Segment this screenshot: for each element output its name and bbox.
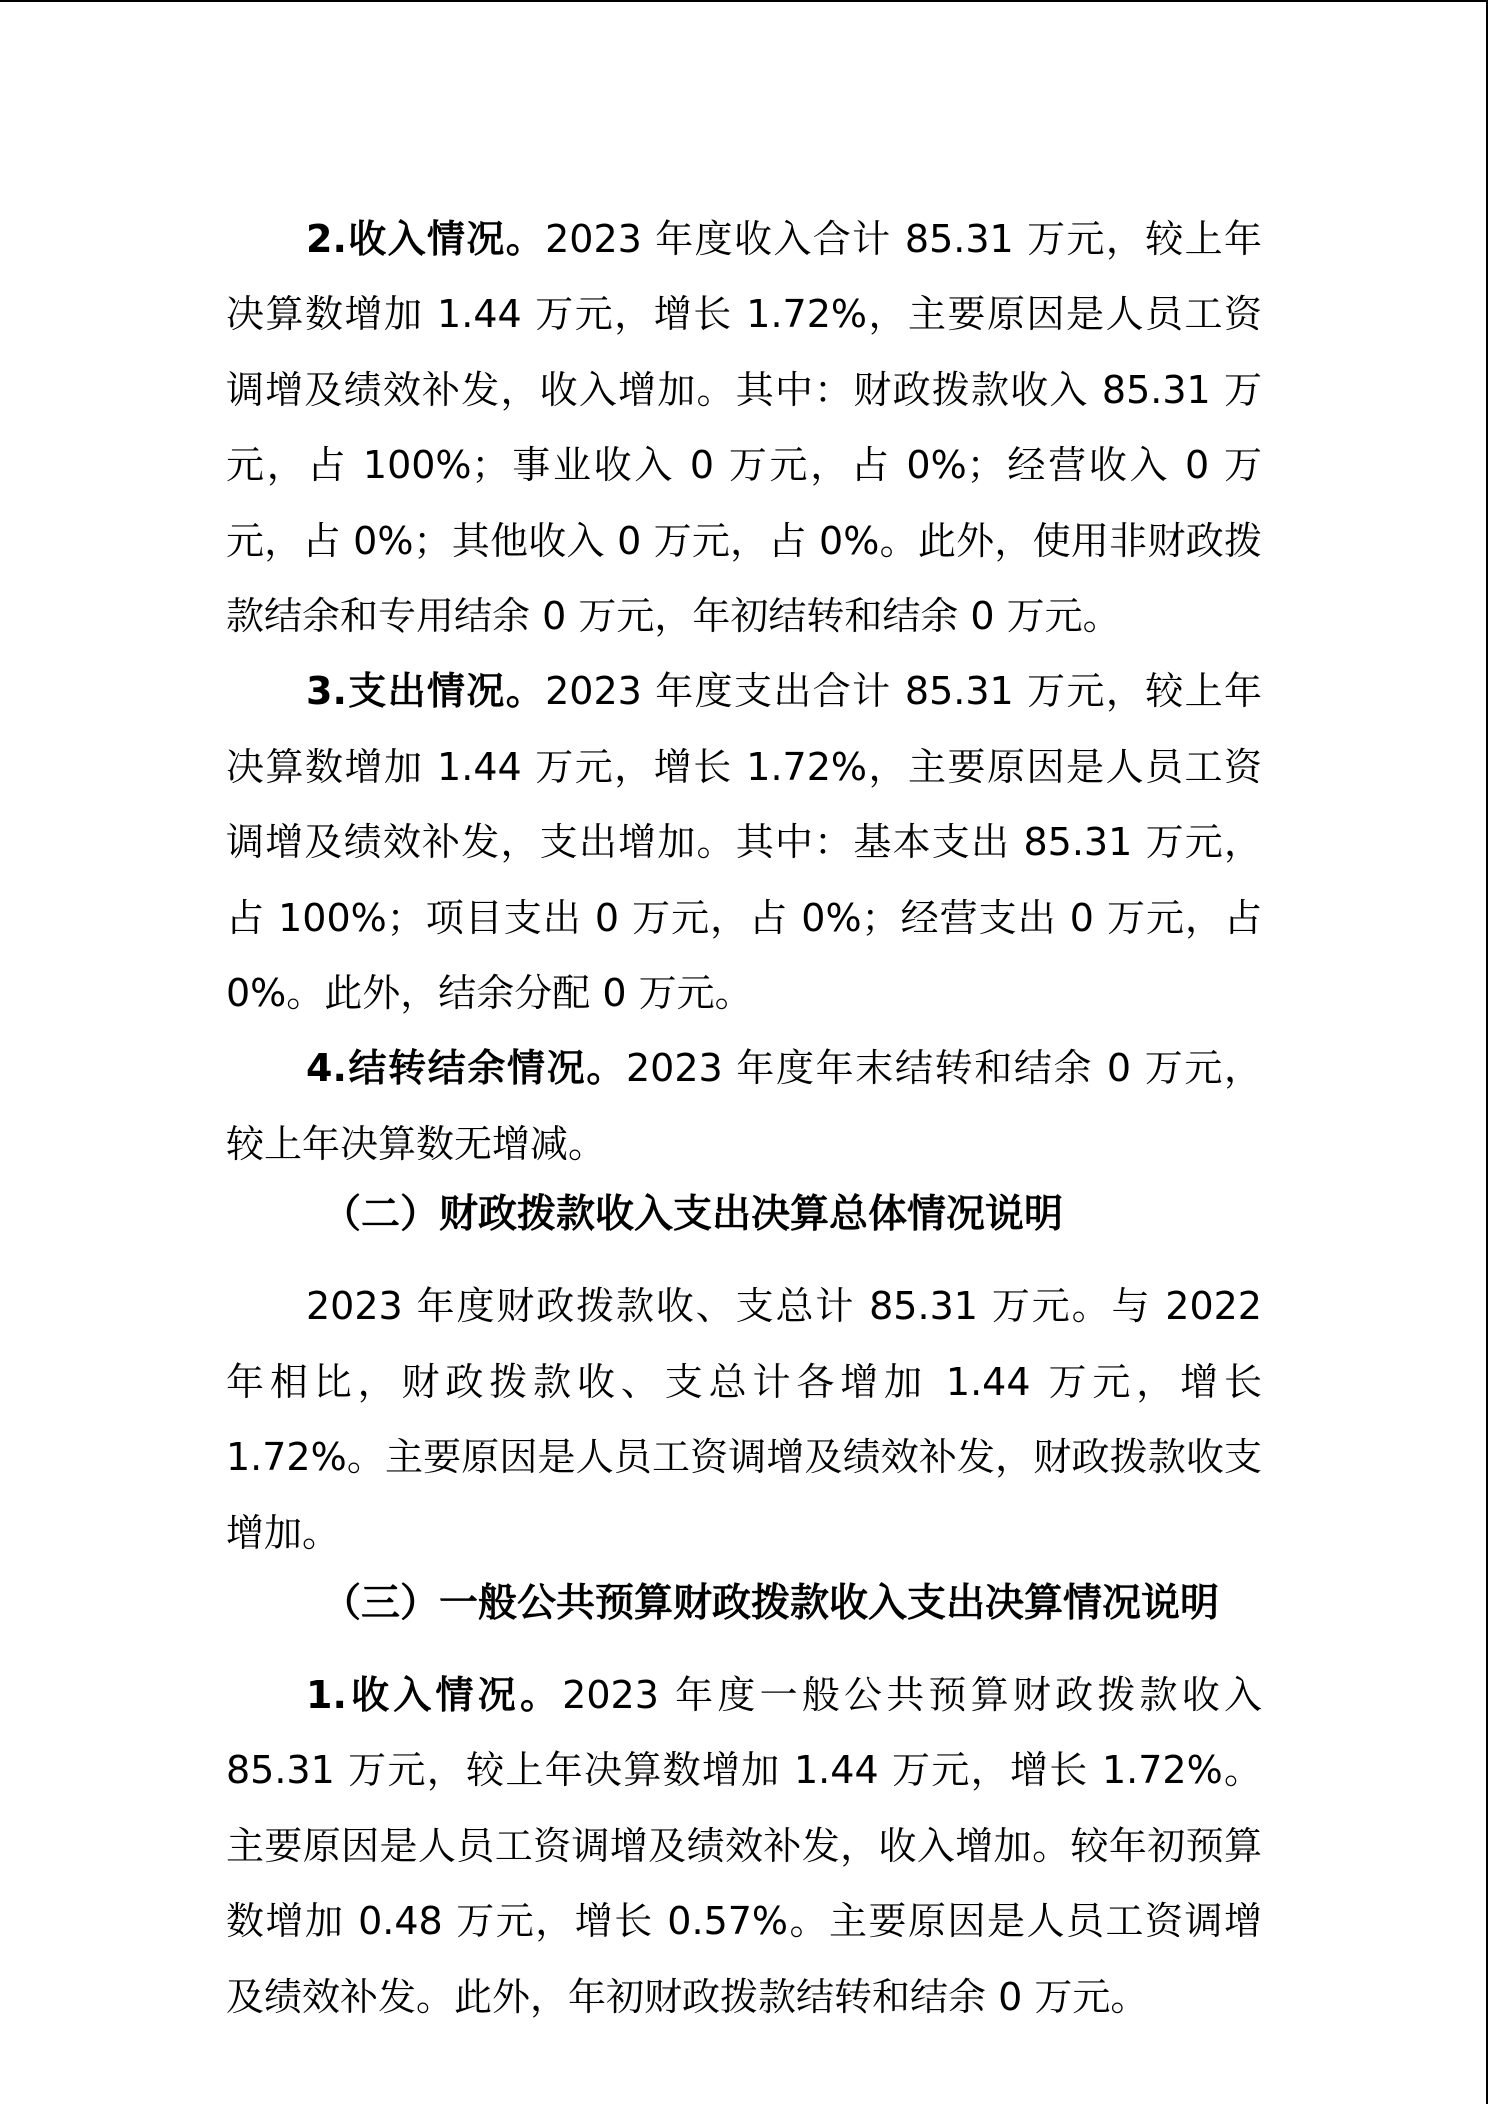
paragraph-lead: 1.收入情况。 [306, 1672, 563, 1717]
paragraph-fiscal-overall: 2023 年度财政拨款收、支总计 85.31 万元。与 2022 年相比，财政拨款收、支总计各增加 1.44 万元，增长 1.72%。主要原因是人员工资调增及绩效补发，财政拨款收支增加。 [226, 1284, 1262, 1555]
paragraph-carryover [226, 1031, 1262, 1182]
paragraph-income [226, 202, 1262, 654]
document-body [226, 202, 1262, 2035]
paragraph-expenditure [226, 654, 1262, 1031]
section-heading-general-budget: （三）一般公共预算财政拨款收入支出决算情况说明 [322, 1579, 1220, 1626]
paragraph-lead: 4.结转结余情况。 [306, 1046, 626, 1091]
paragraph-lead: 3.支出情况。 [306, 669, 546, 714]
paragraph-lead: 2.收入情况。 [306, 217, 546, 261]
paragraph-text: 2023 年度一般公共预算财政拨款收入 85.31 万元，较上年决算数增加 1.44 万元，增长 1.72%。主要原因是人员工资调增及绩效补发，收入增加。较年初预算数增加 0.48 万元，增长 0.57%。主要原因是人员工资调增及绩效补发。此外，年初财政拨款结转和结余 0 万元。 [226, 1672, 1262, 2019]
paragraph-text: 2023 年度支出合计 85.31 万元，较上年决算数增加 1.44 万元，增长 1.72%，主要原因是人员工资调增及绩效补发，支出增加。其中：基本支出 85.31 万元，占 100%；项目支出 0 万元，占 0%；经营支出 0 万元，占 0%。此外，结余分配 0 万元。 [226, 669, 1262, 1016]
section-heading-fiscal-overall: （二）财政拨款收入支出决算总体情况说明 [322, 1191, 1064, 1238]
paragraph-text: 2023 年度年末结转和结余 0 万元，较上年决算数无增减。 [226, 1046, 1262, 1166]
paragraph-text: 2023 年度收入合计 85.31 万元，较上年决算数增加 1.44 万元，增长 1.72%，主要原因是人员工资调增及绩效补发，收入增加。其中：财政拨款收入 85.31 万元，占 100%；事业收入 0 万元，占 0%；经营收入 0 万元，占 0%；其他收入 0 万元，占 0%。此外，使用非财政拨款结余和专用结余 0 万元，年初结转和结余 0 万元。 [226, 217, 1262, 639]
paragraph-general-budget-income [226, 1658, 1262, 2035]
